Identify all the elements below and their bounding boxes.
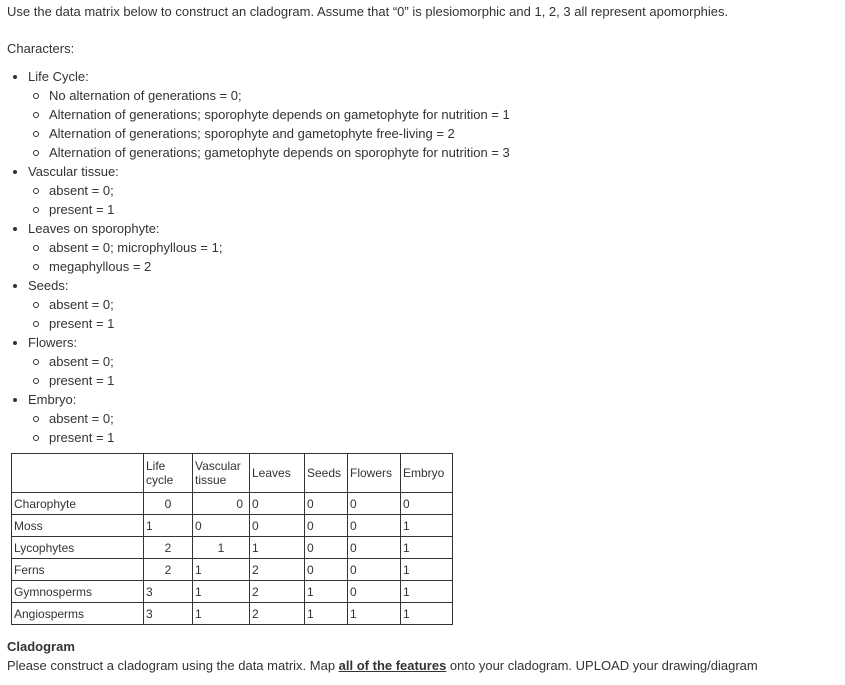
character-states <box>28 238 510 276</box>
character-state: Alternation of generations; sporophyte and gametophyte free-living = 2 <box>28 124 510 143</box>
character-name: Leaves on sporophyte: <box>28 221 160 236</box>
value-cell: 0 <box>348 537 401 559</box>
header-embryo: Embryo <box>401 454 453 493</box>
character-seeds <box>0 276 510 333</box>
character-state: megaphyllous = 2 <box>28 257 510 276</box>
value-cell: 2 <box>144 537 193 559</box>
value-cell: 1 <box>193 537 250 559</box>
value-cell: 1 <box>193 603 250 625</box>
character-embryo <box>0 390 510 447</box>
value-cell: 0 <box>250 493 305 515</box>
value-cell: 2 <box>250 581 305 603</box>
taxon-cell: Moss <box>12 515 144 537</box>
character-name: Seeds: <box>28 278 69 293</box>
character-state: Alternation of generations; gametophyte depends on sporophyte for nutrition = 3 <box>28 143 510 162</box>
table-row <box>12 581 453 603</box>
value-cell: 2 <box>250 559 305 581</box>
character-state: absent = 0; <box>28 181 510 200</box>
character-name: Life Cycle: <box>28 69 89 84</box>
value-cell: 2 <box>144 559 193 581</box>
cladogram-heading: Cladogram <box>7 639 75 654</box>
value-cell: 1 <box>305 581 348 603</box>
table-row <box>12 493 453 515</box>
character-states <box>28 352 510 390</box>
taxon-cell: Lycophytes <box>12 537 144 559</box>
character-leaves <box>0 219 510 276</box>
character-name: Flowers: <box>28 335 78 350</box>
value-cell: 1 <box>250 537 305 559</box>
table-header-row <box>12 454 453 493</box>
value-cell: 1 <box>401 581 453 603</box>
character-state: absent = 0; microphyllous = 1; <box>28 238 510 257</box>
value-cell: 0 <box>305 537 348 559</box>
value-cell: 1 <box>305 603 348 625</box>
cladogram-text-emphasis: all of the features <box>338 658 447 673</box>
header-leaves: Leaves <box>250 454 305 493</box>
character-state: absent = 0; <box>28 409 510 428</box>
value-cell: 0 <box>250 515 305 537</box>
character-states <box>28 86 510 162</box>
value-cell: 1 <box>193 581 250 603</box>
value-cell: 0 <box>348 515 401 537</box>
cladogram-instructions <box>7 657 758 674</box>
value-cell: 0 <box>305 515 348 537</box>
character-state: present = 1 <box>28 428 510 447</box>
character-name: Embryo: <box>28 392 77 407</box>
value-cell: 1 <box>144 515 193 537</box>
value-cell: 0 <box>305 493 348 515</box>
character-states <box>28 181 510 219</box>
character-vascular-tissue <box>0 162 510 219</box>
character-states <box>28 409 510 447</box>
value-cell: 1 <box>193 559 250 581</box>
value-cell: 0 <box>401 493 453 515</box>
character-state: absent = 0; <box>28 352 510 371</box>
taxon-cell: Ferns <box>12 559 144 581</box>
instructions-text: Use the data matrix below to construct an cladogram. Assume that “0” is plesiomorphic and 1, 2, 3 all represent apomorphies. <box>7 4 729 19</box>
characters-heading: Characters: <box>7 41 75 56</box>
character-flowers <box>0 333 510 390</box>
table-row <box>12 559 453 581</box>
cladogram-text-end: onto your cladogram. UPLOAD your drawing/diagram <box>446 658 758 673</box>
header-seeds: Seeds <box>305 454 348 493</box>
character-state: present = 1 <box>28 371 510 390</box>
value-cell: 3 <box>144 603 193 625</box>
value-cell: 0 <box>348 581 401 603</box>
value-cell: 0 <box>348 559 401 581</box>
value-cell: 3 <box>144 581 193 603</box>
value-cell: 1 <box>401 515 453 537</box>
header-taxon <box>12 454 144 493</box>
value-cell: 1 <box>401 603 453 625</box>
value-cell: 1 <box>401 559 453 581</box>
value-cell: 0 <box>193 493 250 515</box>
value-cell: 1 <box>348 603 401 625</box>
header-flowers: Flowers <box>348 454 401 493</box>
table-row <box>12 537 453 559</box>
character-state: absent = 0; <box>28 295 510 314</box>
character-life-cycle <box>0 67 510 162</box>
header-vascular-tissue: Vascular tissue <box>193 454 250 493</box>
taxon-cell: Angiosperms <box>12 603 144 625</box>
character-states <box>28 295 510 333</box>
table-row <box>12 515 453 537</box>
character-state: present = 1 <box>28 200 510 219</box>
character-state: Alternation of generations; sporophyte depends on gametophyte for nutrition = 1 <box>28 105 510 124</box>
taxon-cell: Charophyte <box>12 493 144 515</box>
value-cell: 1 <box>401 537 453 559</box>
character-state: present = 1 <box>28 314 510 333</box>
value-cell: 0 <box>348 493 401 515</box>
value-cell: 0 <box>305 559 348 581</box>
character-state: No alternation of generations = 0; <box>28 86 510 105</box>
taxon-cell: Gymnosperms <box>12 581 144 603</box>
value-cell: 2 <box>250 603 305 625</box>
value-cell: 0 <box>193 515 250 537</box>
character-name: Vascular tissue: <box>28 164 119 179</box>
cladogram-text-start: Please construct a cladogram using the data matrix. Map <box>7 658 339 673</box>
table-row <box>12 603 453 625</box>
data-matrix-table <box>11 453 453 625</box>
value-cell: 0 <box>144 493 193 515</box>
header-life-cycle: Life cycle <box>144 454 193 493</box>
characters-list <box>0 67 510 447</box>
